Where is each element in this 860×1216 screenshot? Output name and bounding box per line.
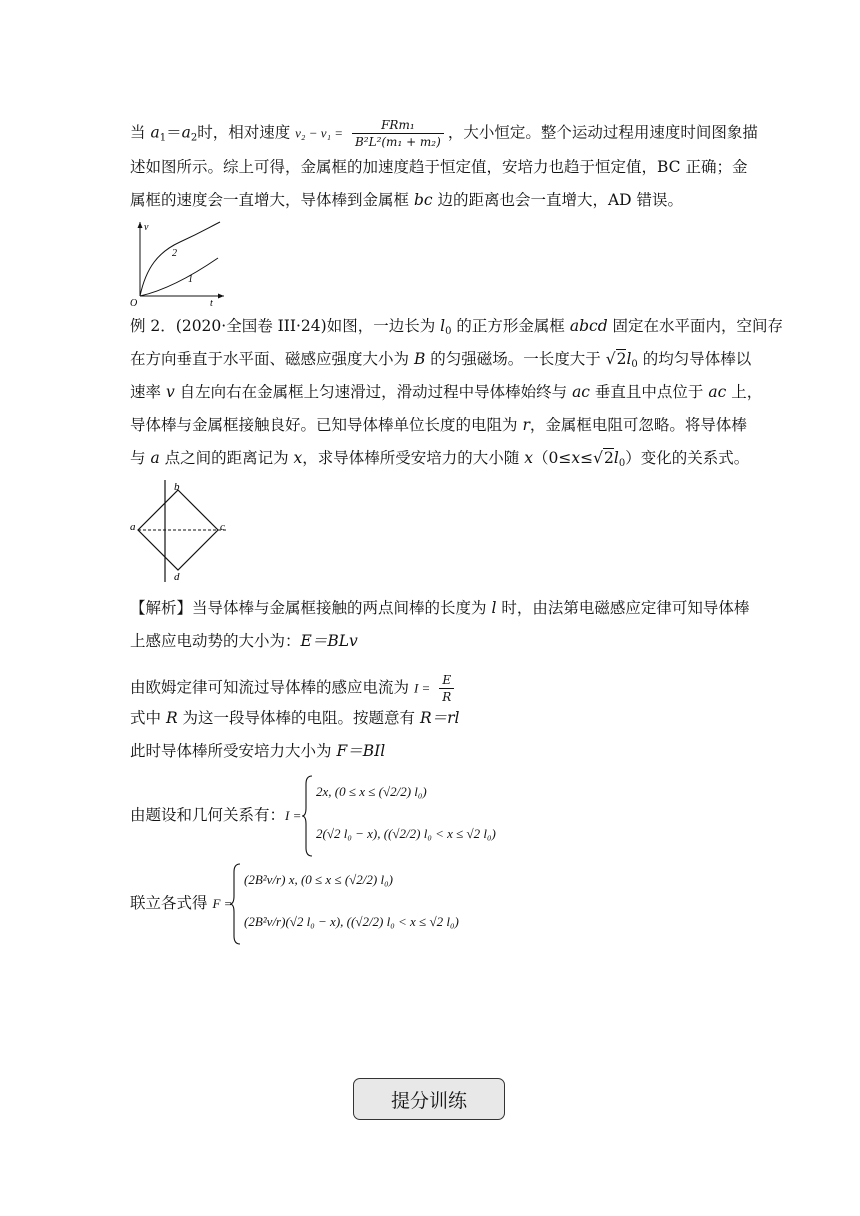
- solution-line6-label: 由题设和几何关系有：I =: [130, 806, 302, 824]
- para1-line1: 当 $a_1=a_2$时，相对速度 v₂ − v₁ = $\frac{\text{FRm₁}}{\text{B²L²(m₁ + m₂)}}$ ，大小恒定。整个运动过程用速度时间图象描: [130, 118, 758, 149]
- brace-F: [230, 862, 242, 946]
- origin-label: O: [130, 298, 138, 306]
- para2-line3: 速率 v 自左向右在金属框上匀速滑过，滑动过程中导体棒始终与 ac 垂直且中点位于 ac 上，: [130, 383, 763, 401]
- solution-line1: 【解析】当导体棒与金属框接触的两点间棒的长度为 l 时，由法第电磁感应定律可知导体棒: [130, 599, 750, 617]
- vertex-label-a: a: [130, 521, 136, 533]
- force-case-1: (2B²v/r) x, (0 ≤ x ≤ (√2/2) l₀): [244, 872, 393, 887]
- vertex-label-c: c: [220, 521, 225, 533]
- para2-line4: 导体棒与金属框接触良好。已知导体棒单位长度的电阻为 r，金属框电阻可忽略。将导体棒: [130, 416, 747, 434]
- force-case-2: (2B²v/r)(√2 l₀ − x), ((√2/2) l₀ < x ≤ √2 l₀): [244, 914, 459, 929]
- current-case-1: 2x, (0 ≤ x ≤ (√2/2) l₀): [316, 784, 427, 799]
- para1-line3: 属框的速度会一直增大，导体棒到金属框 bc 边的距离也会一直增大，AD 错误。: [130, 191, 684, 209]
- relative-velocity: v₂ − v₁ =: [295, 125, 344, 141]
- velocity-fraction: $\frac{\text{FRm₁}}{\text{B²L²(m₁ + m₂)}}$: [352, 117, 444, 150]
- para2-line2: 在方向垂直于水平面、磁感应强度大小为 B 的匀强磁场。一长度大于 $√2l_0$ 的均匀导体棒以: [130, 350, 752, 370]
- square-frame-figure: [128, 478, 238, 588]
- axis-label-t: t: [210, 298, 213, 306]
- score-training-button[interactable]: [353, 1078, 505, 1120]
- para2-line5: 与 a 点之间的距离记为 x，求导体棒所受安培力的大小随 $x(0\le x\le√2l_0)$变化的关系式。: [130, 449, 750, 469]
- curve-label-2: 2: [172, 248, 177, 259]
- solution-line7-label: 联立各式得 F =: [130, 894, 233, 912]
- vertex-label-b: b: [174, 481, 180, 493]
- current-case-2: 2(√2 l₀ − x), ((√2/2) l₀ < x ≤ √2 l₀): [316, 826, 496, 841]
- solution-line2: 上感应电动势的大小为：E＝BLv: [130, 632, 358, 650]
- velocity-time-graph: [128, 218, 228, 306]
- solution-line3: 由欧姆定律可知流过导体棒的感应电流为 I = $\frac{E}{R}$: [130, 672, 458, 705]
- solution-line5: 此时导体棒所受安培力大小为 F＝BIl: [130, 742, 386, 760]
- para1-line2: 述如图所示。综上可得，金属框的加速度趋于恒定值，安培力也趋于恒定值，BC 正确；金: [130, 158, 748, 176]
- solution-line4: 式中 R 为这一段导体棒的电阻。按题意有 R＝rl: [130, 709, 460, 727]
- current-fraction: $\frac{E}{R}$: [439, 672, 454, 705]
- axis-label-v: v: [144, 222, 149, 233]
- brace-I: [302, 774, 314, 858]
- score-training-label: 提分训练: [390, 1089, 467, 1112]
- para2-line1: 例 2．(2020·全国卷 III·24)如图，一边长为 $l_0$ 的正方形金属框 abcd 固定在水平面内，空间存: [130, 317, 784, 337]
- vertex-label-d: d: [174, 571, 180, 583]
- curve-label-1: 1: [188, 274, 193, 285]
